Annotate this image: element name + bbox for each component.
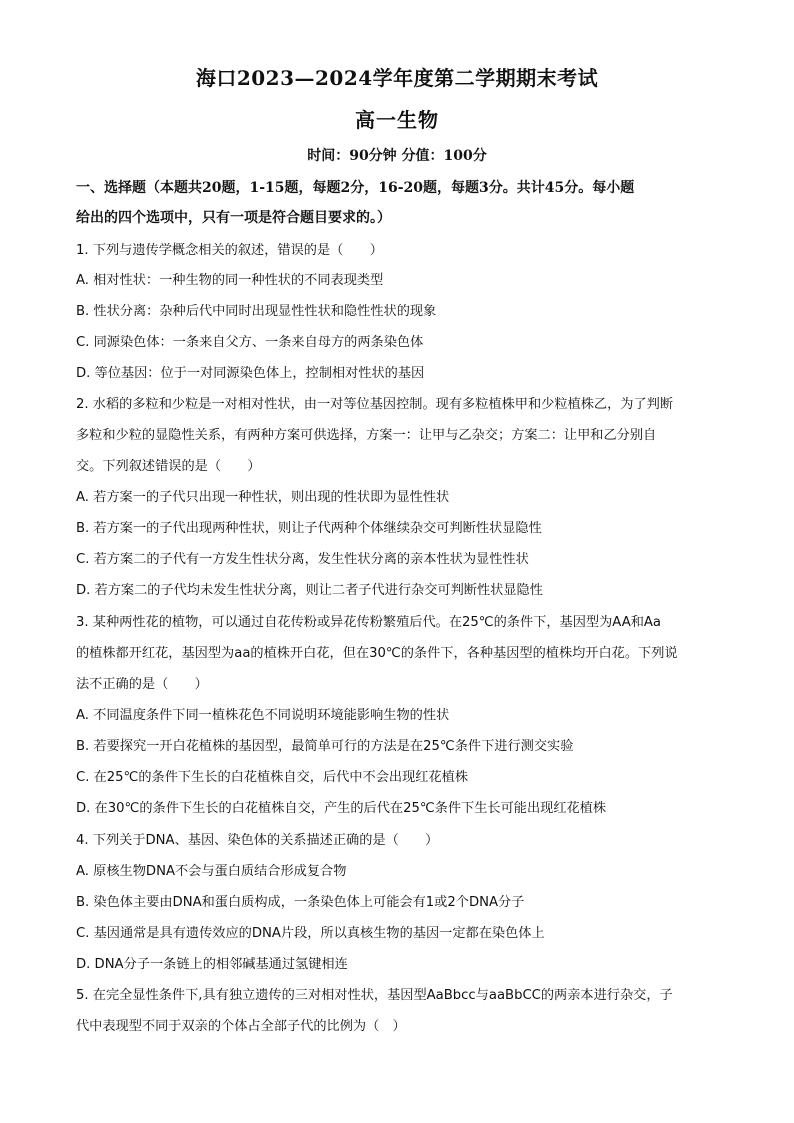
q4-option-c: C. 基因通常是具有遗传效应的DNA片段，所以真核生物的基因一定都在染色体上	[76, 926, 545, 941]
q1-option-a: A. 相对性状：一种生物的同一种性状的不同表现类型	[76, 273, 384, 288]
q2-stem-line-1: 2. 水稻的多粒和少粒是一对相对性状，由一对等位基因控制。现有多粒植株甲和少粒植株乙，为了判断	[76, 397, 674, 412]
q2-stem-line-3: 交。下列叙述错误的是（ ）	[76, 459, 261, 474]
q3-stem-line-1: 3. 某种两性花的植物，可以通过自花传粉或异花传粉繁殖后代。在25℃的条件下，基因型为AA和Aa	[76, 615, 661, 630]
q1-stem: 1. 下列与遗传学概念相关的叙述，错误的是（ ）	[76, 243, 383, 258]
time-score-info: 时间：90分钟 分值：100分	[307, 148, 487, 164]
section-heading-line-1: 一、选择题（本题共20题，1-15题，每题2分，16-20题，每题3分。共计45分。每小题	[76, 180, 635, 196]
q3-option-c: C. 在25℃的条件下生长的白花植株自交，后代中不会出现红花植株	[76, 770, 469, 785]
subject-title: 高一生物	[355, 108, 439, 132]
q2-option-c: C. 若方案二的子代有一方发生性状分离，发生性状分离的亲本性状为显性性状	[76, 552, 529, 567]
q4-stem: 4. 下列关于DNA、基因、染色体的关系描述正确的是（ ）	[76, 833, 439, 848]
q2-option-d: D. 若方案二的子代均未发生性状分离，则让二者子代进行杂交可判断性状显隐性	[76, 583, 543, 598]
q1-option-d: D. 等位基因：位于一对同源染色体上，控制相对性状的基因	[76, 366, 425, 381]
q4-option-d: D. DNA分子一条链上的相邻碱基通过氢键相连	[76, 957, 348, 972]
q4-option-b: B. 染色体主要由DNA和蛋白质构成，一条染色体上可能会有1或2个DNA分子	[76, 895, 525, 910]
q3-option-a: A. 不同温度条件下同一植株花色不同说明环境能影响生物的性状	[76, 708, 450, 723]
q1-option-b: B. 性状分离：杂种后代中同时出现显性性状和隐性性状的现象	[76, 304, 437, 319]
q5-stem-line-1: 5. 在完全显性条件下,具有独立遗传的三对相对性状，基因型AaBbcc与aaBbCC的两亲本进行杂交，子	[76, 988, 673, 1003]
q2-option-a: A. 若方案一的子代只出现一种性状，则出现的性状即为显性性状	[76, 490, 450, 505]
q2-option-b: B. 若方案一的子代出现两种性状，则让子代两种个体继续杂交可判断性状显隐性	[76, 521, 542, 536]
exam-title: 海口2023—2024学年度第二学期期末考试	[195, 66, 599, 90]
q3-stem-line-3: 法不正确的是（ ）	[76, 677, 208, 692]
q4-option-a: A. 原核生物DNA不会与蛋白质结合形成复合物	[76, 864, 347, 879]
q1-option-c: C. 同源染色体：一条来自父方、一条来自母方的两条染色体	[76, 335, 424, 350]
q3-option-d: D. 在30℃的条件下生长的白花植株自交，产生的后代在25℃条件下生长可能出现红花植株	[76, 801, 607, 816]
q5-stem-line-2: 代中表现型不同于双亲的个体占全部子代的比例为（ ）	[76, 1019, 406, 1034]
q3-option-b: B. 若要探究一开白花植株的基因型，最简单可行的方法是在25℃条件下进行测交实验	[76, 739, 574, 754]
section-heading-line-2: 给出的四个选项中，只有一项是符合题目要求的。）	[76, 210, 391, 226]
q2-stem-line-2: 多粒和少粒的显隐性关系，有两种方案可供选择，方案一：让甲与乙杂交；方案二：让甲和乙分别自	[76, 428, 657, 443]
q3-stem-line-2: 的植株都开红花，基因型为aa的植株开白花，但在30℃的条件下，各种基因型的植株均开白花。下列说	[76, 646, 678, 661]
